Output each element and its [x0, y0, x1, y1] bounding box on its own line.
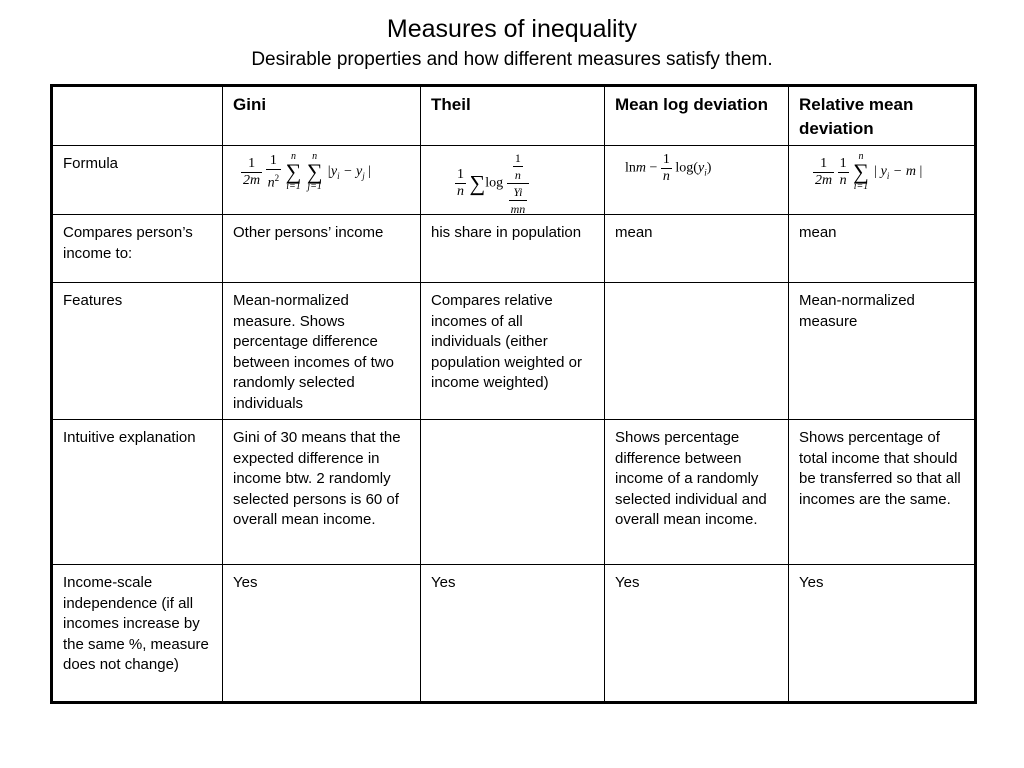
cell-compares-theil: his share in population: [421, 215, 605, 283]
row-label-scale-independence: Income-scale independence (if all incomes increase by the same %, measure does not change): [52, 565, 223, 703]
inequality-measures-table: [50, 84, 977, 704]
header-row: [52, 86, 976, 146]
table-row-compares: [52, 215, 976, 283]
cell-features-mld: [605, 283, 789, 420]
cell-compares-mld: mean: [605, 215, 789, 283]
cell-scale-gini: Yes: [223, 565, 421, 703]
cell-scale-theil: Yes: [421, 565, 605, 703]
cell-features-gini: Mean-normalized measure. Shows percentage difference between incomes of two randomly selected individuals: [223, 283, 421, 420]
row-label-formula: Formula: [52, 146, 223, 215]
table-row-intuitive: [52, 420, 976, 565]
formula-mld-cell: [605, 146, 789, 215]
header-cell-mean-log-deviation: Mean log deviation: [605, 86, 789, 146]
cell-intuitive-mld: Shows percentage difference between income of a randomly selected individual and overall mean income.: [605, 420, 789, 565]
cell-intuitive-rmd: Shows percentage of total income that should be transferred so that all incomes are the same.: [789, 420, 976, 565]
header-cell-gini: Gini: [223, 86, 421, 146]
cell-features-theil: Compares relative incomes of all individuals (either population weighted or income weighted): [421, 283, 605, 420]
cell-intuitive-gini: Gini of 30 means that the expected difference in income btw. 2 randomly selected persons is 60 of overall mean income.: [223, 420, 421, 565]
table-row-formula: [52, 146, 976, 215]
header-cell-empty: [52, 86, 223, 146]
formula-theil-cell: [421, 146, 605, 215]
row-label-intuitive: Intuitive explanation: [52, 420, 223, 565]
formula-relative-mean-deviation: $\frac{1}{2m}$ $\frac{1}{n}$ n ∑ i=1 | $y_i - m$ |: [815, 151, 923, 192]
slide-title: Measures of inequality: [386, 15, 638, 43]
row-label-compares: Compares person’s income to:: [52, 215, 223, 283]
table-row-scale-independence: [52, 565, 976, 703]
cell-features-rmd: Mean-normalized measure: [789, 283, 976, 420]
cell-scale-rmd: Yes: [789, 565, 976, 703]
cell-intuitive-theil: [421, 420, 605, 565]
row-label-features: Features: [52, 283, 223, 420]
formula-rmd-cell: [789, 146, 976, 215]
formula-gini: $\frac{1}{2m}$ $\frac{1}{n^2}$ n ∑ i=1 n ∑ j=1 $|y_i - y_j$ |: [243, 151, 372, 192]
formula-gini-cell: [223, 146, 421, 215]
cell-scale-mld: Yes: [605, 565, 789, 703]
slide-subtitle: Desirable properties and how different measures satisfy them.: [251, 49, 773, 70]
formula-mean-log-deviation: lnm − $\frac{1}{n}$ $\log(y_i)$: [625, 152, 712, 184]
table-row-features: [52, 283, 976, 420]
formula-theil: $\frac{1}{n}$ ∑log $\frac{\frac{1}{n}}{\frac{Yi}{mn}}$: [455, 150, 529, 217]
cell-compares-gini: Other persons’ income: [223, 215, 421, 283]
header-cell-relative-mean-deviation: Relative mean deviation: [789, 86, 976, 146]
header-cell-theil: Theil: [421, 86, 605, 146]
cell-compares-rmd: mean: [789, 215, 976, 283]
